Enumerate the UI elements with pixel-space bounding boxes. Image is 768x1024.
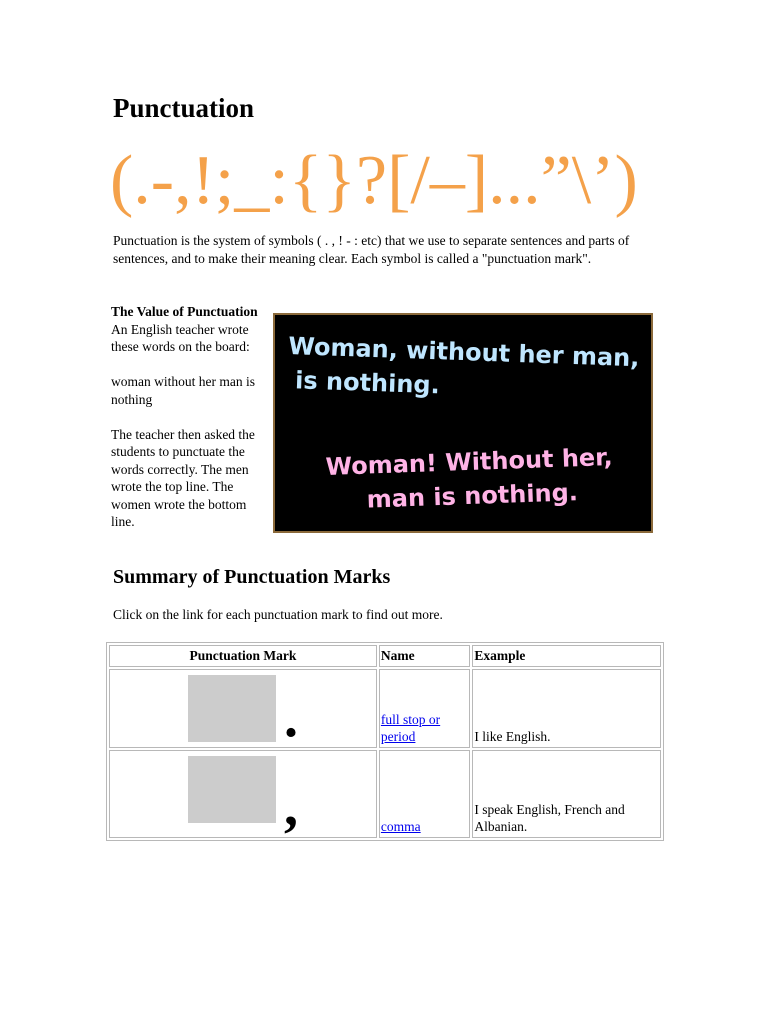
- chalkboard-image: [273, 313, 653, 533]
- full-stop-glyph: .: [284, 686, 298, 749]
- punctuation-banner: (.-,!;_:{}?[/–]...”\’): [110, 142, 638, 219]
- header-name: Name: [379, 645, 470, 667]
- header-example: Example: [472, 645, 661, 667]
- image-placeholder: [188, 756, 276, 823]
- header-punctuation-mark: Punctuation Mark: [109, 645, 377, 667]
- value-paragraph-3: The teacher then asked the students to punctuate the words correctly. The men wrote the top line. The women wrote the bottom line.: [111, 426, 255, 529]
- summary-intro: Click on the link for each punctuation mark to find out more.: [113, 607, 443, 622]
- chalkboard-bottom-line-1: Woman! Without her,: [325, 442, 614, 481]
- table-header-row: [109, 645, 661, 667]
- name-cell: [379, 669, 470, 748]
- mark-cell: [109, 750, 377, 838]
- comma-glyph: ,: [284, 775, 298, 838]
- table-row: [109, 750, 661, 838]
- example-cell: I like English.: [472, 669, 661, 748]
- value-section: [111, 303, 269, 531]
- chalkboard-bottom-line: [325, 440, 614, 518]
- name-cell: [379, 750, 470, 838]
- page-title: Punctuation: [113, 93, 255, 123]
- mark-cell: [109, 669, 377, 748]
- chalkboard-top-line-1: Woman, without her man,: [287, 331, 640, 373]
- value-paragraph-2: woman without her man is nothing: [111, 374, 255, 407]
- value-paragraph-1: An English teacher wrote these words on the board:: [111, 321, 250, 354]
- summary-heading: Summary of Punctuation Marks: [113, 566, 391, 588]
- chalkboard-top-line: [287, 329, 640, 409]
- image-placeholder: [188, 675, 276, 742]
- example-cell: I speak English, French and Albanian.: [472, 750, 661, 838]
- value-heading: The Value of Punctuation: [111, 304, 258, 319]
- table-row: [109, 669, 661, 748]
- comma-link[interactable]: comma: [380, 819, 421, 834]
- full-stop-link[interactable]: full stop or period: [380, 711, 441, 744]
- chalkboard-bottom-line-2: man is nothing.: [366, 478, 579, 514]
- intro-paragraph: Punctuation is the system of symbols ( . , ! - : etc) that we use to separate sentences and parts of sentences, and to make their meaning clear. Each symbol is called a "punctuation mark".: [113, 233, 630, 266]
- chalkboard-top-line-2: is nothing.: [294, 366, 441, 400]
- punctuation-table: [106, 642, 664, 841]
